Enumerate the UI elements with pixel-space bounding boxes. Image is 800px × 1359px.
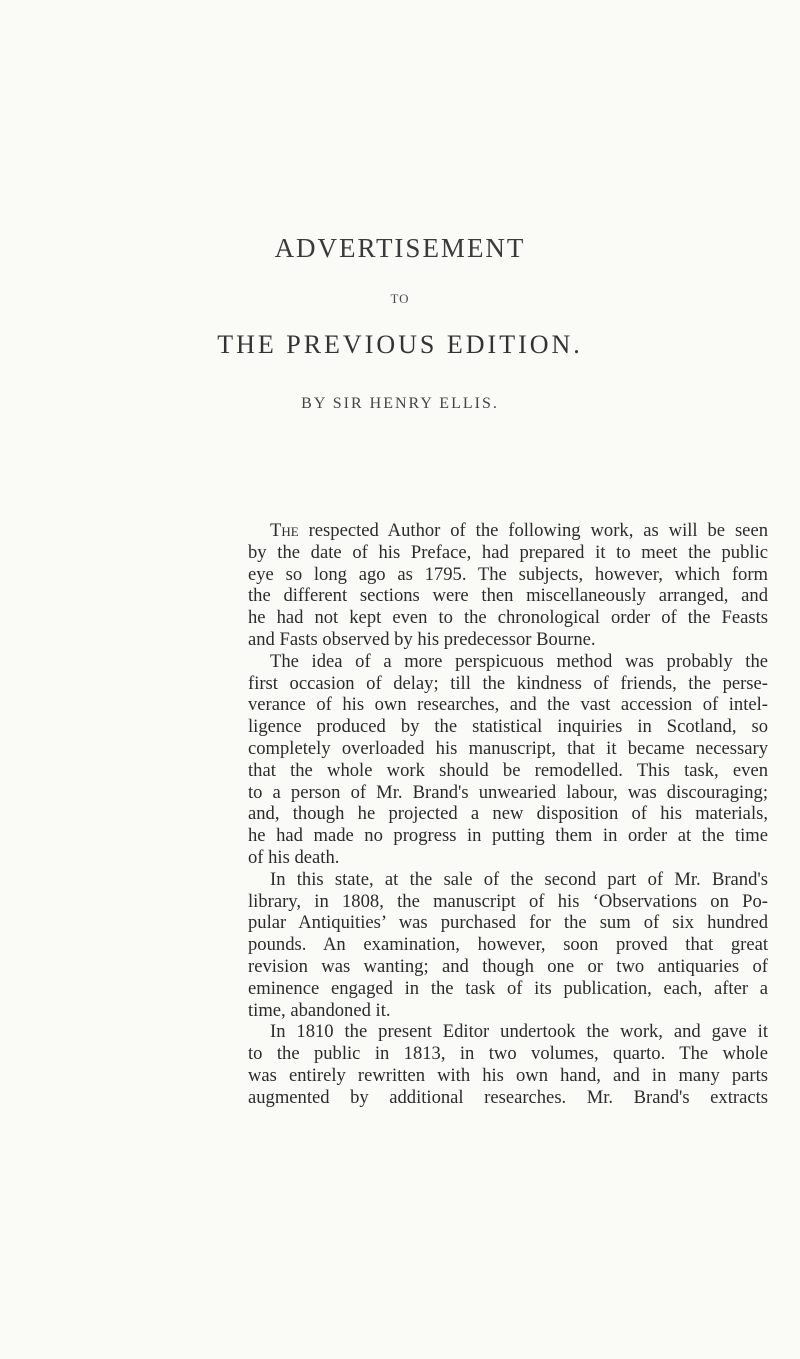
text-line: library, in 1808, the manuscript of his ‘Observations on Po- [248, 890, 768, 912]
text-line: pular Antiquities’ was purchased for the sum of six hundred [248, 912, 768, 934]
text-line: he had made no progress in putting them in order at the time [248, 825, 768, 847]
first-word: The [270, 520, 299, 541]
body-text [248, 520, 768, 1109]
text-line: The idea of a more perspicuous method was probably the [270, 650, 768, 672]
text-line: and Fasts observed by his predecessor Bourne. [248, 628, 596, 650]
text-line: In this state, at the sale of the second part of Mr. Brand's [270, 868, 768, 890]
text-line: that the whole work should be remodelled. This task, even [248, 759, 768, 781]
text-line: time, abandoned it. [248, 999, 391, 1021]
text-line: was entirely rewritten with his own hand, and in many parts [248, 1064, 768, 1086]
text-line: eye so long ago as 1795. The subjects, however, which form [248, 563, 768, 585]
page-subtitle: THE PREVIOUS EDITION. [217, 330, 583, 359]
text-line: to the public in 1813, in two volumes, quarto. The whole [248, 1043, 768, 1065]
text-line: to a person of Mr. Brand's unwearied labour, was discouraging; [248, 781, 768, 803]
title-connector: TO [390, 291, 410, 306]
text-line [248, 520, 768, 542]
text-line: by the date of his Preface, had prepared it to meet the public [248, 541, 768, 563]
text-line: revision was wanting; and though one or two antiquaries of [248, 955, 768, 977]
text-line: the different sections were then miscellaneously arranged, and [248, 585, 768, 607]
text-line: ligence produced by the statistical inquiries in Scotland, so [248, 716, 768, 738]
page-title: ADVERTISEMENT [274, 233, 526, 263]
text-line: and, though he projected a new disposition of his materials, [248, 803, 768, 825]
text-line-content: respected Author of the following work, as will be seen [298, 520, 768, 541]
text-line: verance of his own researches, and the vast accession of intel- [248, 694, 768, 716]
text-line: eminence engaged in the task of its publication, each, after a [248, 977, 768, 999]
text-line: augmented by additional researches. Mr. Brand's extracts [248, 1086, 768, 1108]
text-line: he had not kept even to the chronological order of the Feasts [248, 607, 768, 629]
text-line: of his death. [248, 846, 340, 868]
author-byline: BY SIR HENRY ELLIS. [301, 395, 499, 412]
text-line: completely overloaded his manuscript, that it became necessary [248, 737, 768, 759]
text-line: In 1810 the present Editor undertook the work, and gave it [270, 1021, 768, 1043]
text-line: pounds. An examination, however, soon proved that great [248, 934, 768, 956]
text-line: first occasion of delay; till the kindness of friends, the perse- [248, 672, 768, 694]
